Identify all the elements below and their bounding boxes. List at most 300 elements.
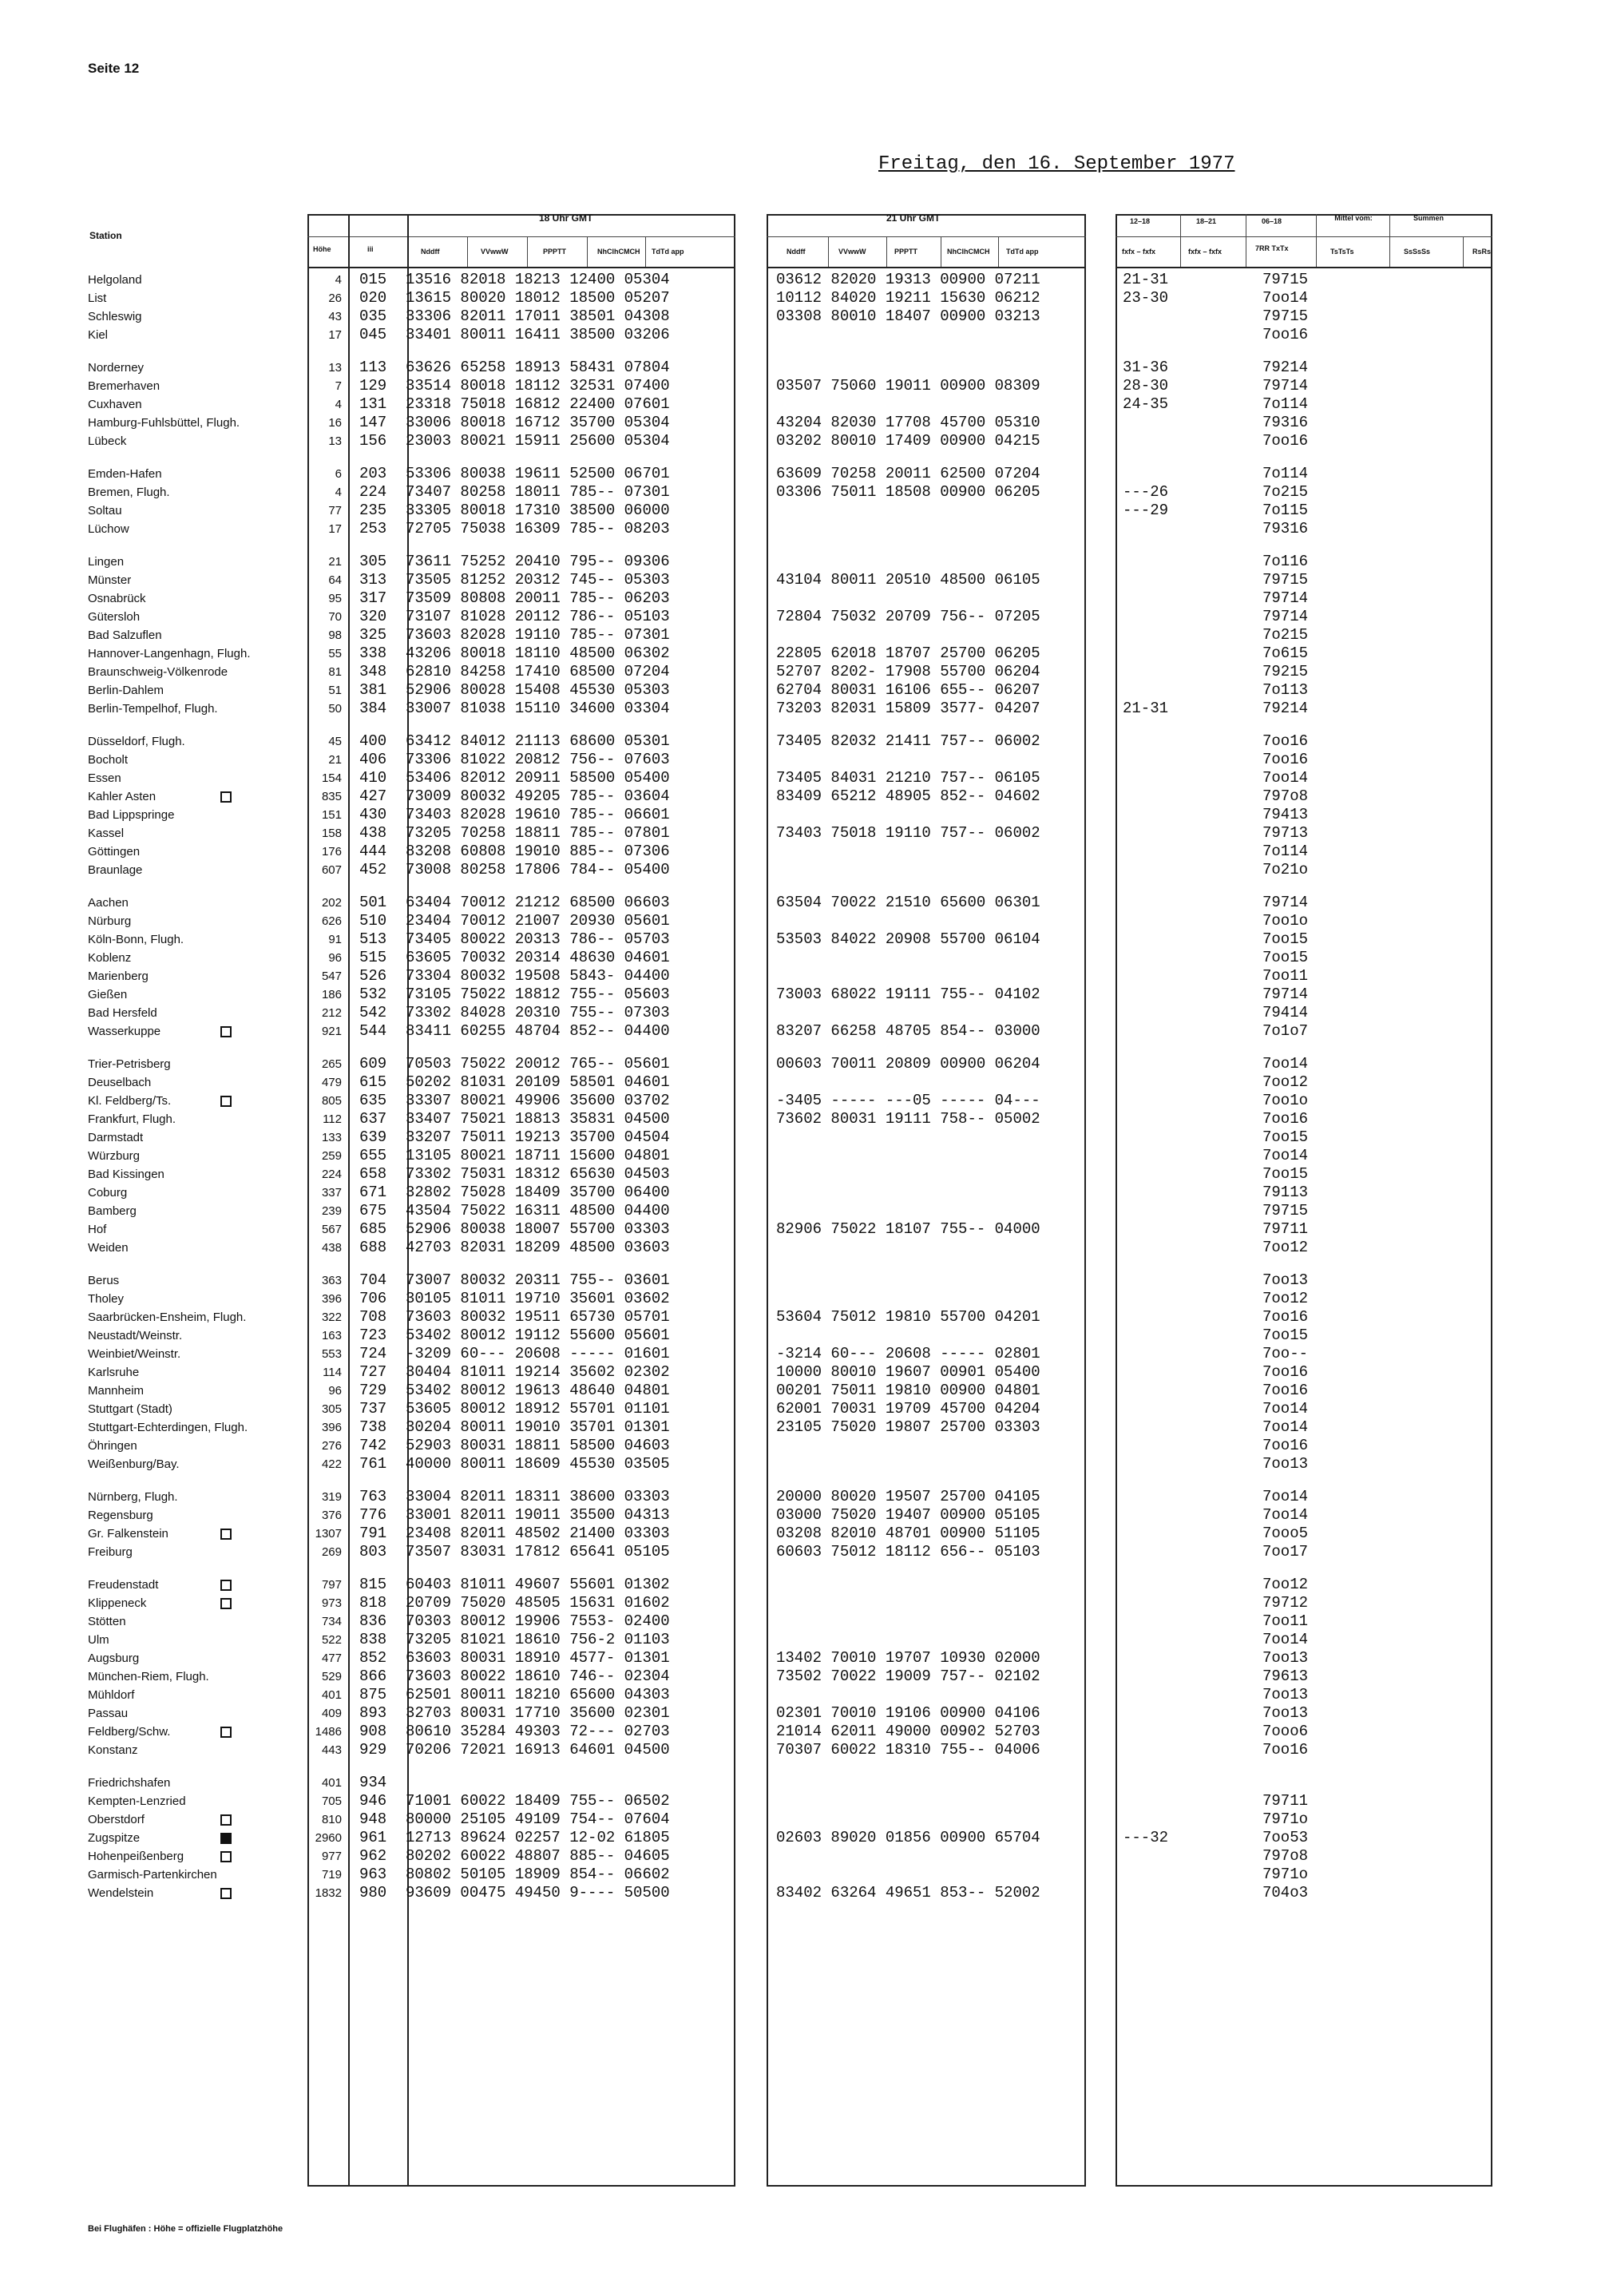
wind-gust-12-18: 23-30: [1123, 289, 1169, 307]
table-row: [86, 359, 1492, 377]
station-height: 401: [321, 1776, 342, 1790]
station-name: Öhringen: [88, 1439, 137, 1453]
station-id: 635: [359, 1092, 387, 1109]
station-height: 607: [321, 863, 342, 877]
daily-mean: 7oo16: [1262, 751, 1309, 768]
table-row: [86, 1667, 1492, 1686]
table-row: [86, 1594, 1492, 1612]
station-id: 430: [359, 806, 387, 823]
station-height: 96: [328, 951, 342, 965]
obs-18-gmt: 23003 80021 15911 25600 05304: [406, 432, 670, 450]
station-id: 962: [359, 1847, 387, 1865]
table-row: [86, 1774, 1492, 1792]
table-row: [86, 465, 1492, 483]
station-name: Bremen, Flugh.: [88, 486, 170, 499]
station-name: Darmstadt: [88, 1131, 144, 1144]
wind-gust-12-18: ---26: [1123, 483, 1169, 501]
obs-18-gmt: 73405 80022 20313 786-- 05703: [406, 930, 670, 948]
station-id: 156: [359, 432, 387, 450]
station-name: Deuselbach: [88, 1076, 152, 1089]
daily-mean: 79715: [1262, 307, 1309, 325]
table-row: [86, 1073, 1492, 1092]
mountain-station-box-icon: [220, 1096, 232, 1111]
station-name: Würzburg: [88, 1149, 141, 1163]
daily-mean: 7oo14: [1262, 1400, 1309, 1418]
obs-21-gmt: -3405 ----- ---05 ----- 04---: [776, 1092, 1040, 1109]
daily-mean: 7oo13: [1262, 1704, 1309, 1722]
nddff-18-header: Nddff: [421, 248, 440, 256]
station-id: 815: [359, 1576, 387, 1593]
obs-18-gmt: 83208 60808 19010 885-- 07306: [406, 843, 670, 860]
station-id: 444: [359, 843, 387, 860]
obs-18-gmt: 70503 75022 20012 765-- 05601: [406, 1055, 670, 1073]
station-height: 202: [321, 896, 342, 910]
daily-mean: 7oo15: [1262, 1326, 1309, 1344]
station-id: 526: [359, 967, 387, 985]
table-row: [86, 571, 1492, 589]
station-height: 50: [328, 702, 342, 716]
obs-21-gmt: 10000 80010 19607 00901 05400: [776, 1363, 1040, 1381]
obs-18-gmt: 40000 80011 18609 45530 03505: [406, 1455, 670, 1473]
obs-21-gmt: 60603 75012 18112 656-- 05103: [776, 1543, 1040, 1560]
daily-mean: 7oo17: [1262, 1543, 1309, 1560]
station-id: 348: [359, 663, 387, 680]
daily-mean: 7ooo6: [1262, 1723, 1309, 1740]
station-name: Berlin-Dahlem: [88, 684, 164, 697]
station-name: Aachen: [88, 896, 129, 910]
station-height: 522: [321, 1633, 342, 1647]
station-height: 16: [328, 416, 342, 430]
mountain-station-box-icon: [220, 1888, 232, 1903]
table-row: [86, 589, 1492, 608]
obs-21-gmt: 43104 80011 20510 48500 06105: [776, 571, 1040, 589]
table-row: [86, 894, 1492, 912]
station-id: 609: [359, 1055, 387, 1073]
table-row: [86, 843, 1492, 861]
table-row: [86, 483, 1492, 502]
daily-mean: 7oo12: [1262, 1576, 1309, 1593]
station-id: 325: [359, 626, 387, 644]
obs-18-gmt: 63605 70032 20314 48630 04601: [406, 949, 670, 966]
station-id: 501: [359, 894, 387, 911]
table-row: [86, 1884, 1492, 1902]
station-id: 934: [359, 1774, 387, 1791]
station-height: 114: [323, 1366, 342, 1379]
daily-mean: 7oo16: [1262, 1110, 1309, 1128]
station-height: 977: [321, 1850, 342, 1863]
daily-mean: 7oo16: [1262, 1363, 1309, 1381]
obs-21-gmt: 72804 75032 20709 756-- 07205: [776, 608, 1040, 625]
obs-18-gmt: 63626 65258 18913 58431 07804: [406, 359, 670, 376]
daily-mean: 7oo15: [1262, 930, 1309, 948]
obs-18-gmt: 43206 80018 18110 48500 06302: [406, 644, 670, 662]
daily-mean: 7oo1o: [1262, 912, 1309, 930]
obs-18-gmt: 32703 80031 17710 35600 02301: [406, 1704, 670, 1722]
table-row: [86, 1576, 1492, 1594]
station-height: 422: [321, 1457, 342, 1471]
station-id: 963: [359, 1866, 387, 1883]
obs-18-gmt: 23408 82011 48502 21400 03303: [406, 1525, 670, 1542]
obs-18-gmt: 33001 82011 19011 35500 04313: [406, 1506, 670, 1524]
obs-18-gmt: 72705 75038 16309 785-- 08203: [406, 520, 670, 537]
obs-18-gmt: 73507 83031 17812 65641 05105: [406, 1543, 670, 1560]
station-name: Norderney: [88, 361, 145, 375]
daily-mean: 79316: [1262, 520, 1309, 537]
station-id: 131: [359, 395, 387, 413]
station-name: Bad Kissingen: [88, 1168, 164, 1181]
daily-mean: 7oo14: [1262, 289, 1309, 307]
station-header: Station: [89, 230, 122, 241]
station-name: Braunschweig-Völkenrode: [88, 665, 228, 679]
daily-mean: 79711: [1262, 1792, 1309, 1810]
tdtd-18-header: TdTd app: [652, 248, 684, 256]
table-row: [86, 1308, 1492, 1326]
table-row: [86, 912, 1492, 930]
station-height: 96: [328, 1384, 342, 1398]
station-height: 553: [321, 1347, 342, 1361]
station-name: München-Riem, Flugh.: [88, 1670, 209, 1683]
station-height: 305: [321, 1402, 342, 1416]
table-row: [86, 1092, 1492, 1110]
daily-mean: 7o114: [1262, 465, 1309, 482]
obs-18-gmt: 63603 80031 18910 4577- 01301: [406, 1649, 670, 1667]
c0618-sub-header: 7RR TxTx: [1255, 244, 1289, 252]
station-height: 98: [328, 629, 342, 642]
station-height: 64: [328, 573, 342, 587]
wind-gust-12-18: ---29: [1123, 502, 1169, 519]
daily-mean: 7o215: [1262, 626, 1309, 644]
station-id: 045: [359, 326, 387, 343]
station-height: 4: [335, 273, 342, 287]
daily-mean: 79715: [1262, 571, 1309, 589]
station-name: Helgoland: [88, 273, 142, 287]
station-height: 45: [328, 735, 342, 748]
station-id: 818: [359, 1594, 387, 1612]
obs-21-gmt: 73405 82032 21411 757-- 06002: [776, 732, 1040, 750]
daily-mean: 7oo11: [1262, 967, 1309, 985]
station-id: 400: [359, 732, 387, 750]
station-id: 015: [359, 271, 387, 288]
station-name: Nürburg: [88, 914, 132, 928]
obs-18-gmt: 53402 80012 19112 55600 05601: [406, 1326, 670, 1344]
daily-mean: 7o215: [1262, 483, 1309, 501]
group-21-header: 21 Uhr GMT: [886, 212, 941, 224]
daily-mean: 79714: [1262, 589, 1309, 607]
hoehe-header: Höhe: [313, 245, 331, 253]
table-row: [86, 1055, 1492, 1073]
table-row: [86, 271, 1492, 289]
table-row: [86, 520, 1492, 538]
daily-mean: 7971o: [1262, 1810, 1309, 1828]
daily-mean: 7oo13: [1262, 1649, 1309, 1667]
station-height: 55: [328, 647, 342, 660]
vvwww-21-header: VVwwW: [838, 248, 866, 256]
station-name: Münster: [88, 573, 132, 587]
station-name: Hannover-Langenhagn, Flugh.: [88, 647, 251, 660]
station-name: Friedrichshafen: [88, 1776, 171, 1790]
daily-mean: 7o113: [1262, 681, 1309, 699]
table-row: [86, 1723, 1492, 1741]
table-row: [86, 1437, 1492, 1455]
station-id: 510: [359, 912, 387, 930]
table-row: [86, 663, 1492, 681]
obs-21-gmt: 20000 80020 19507 25700 04105: [776, 1488, 1040, 1505]
station-name: Hof: [88, 1223, 107, 1236]
mountain-station-box-icon: [220, 1814, 232, 1830]
station-id: 035: [359, 307, 387, 325]
obs-18-gmt: 73007 80032 20311 755-- 03601: [406, 1271, 670, 1289]
mountain-station-box-icon: [220, 1598, 232, 1613]
table-row: [86, 806, 1492, 824]
station-name: Lübeck: [88, 434, 127, 448]
daily-mean: 7oo16: [1262, 432, 1309, 450]
station-id: 532: [359, 985, 387, 1003]
obs-18-gmt: 30105 81011 19710 35601 03602: [406, 1290, 670, 1307]
daily-mean: 7oo14: [1262, 1418, 1309, 1436]
station-name: Trier-Petrisberg: [88, 1057, 171, 1071]
vvwww-18-header: VVwwW: [481, 248, 509, 256]
wind-gust-12-18: 21-31: [1123, 271, 1169, 288]
station-height: 112: [323, 1112, 342, 1126]
obs-21-gmt: 82906 75022 18107 755-- 04000: [776, 1220, 1040, 1238]
station-name: Bad Hersfeld: [88, 1006, 157, 1020]
daily-mean: 79711: [1262, 1220, 1309, 1238]
station-name: Göttingen: [88, 845, 141, 859]
table-row: [86, 1741, 1492, 1759]
obs-18-gmt: 80000 25105 49109 754-- 07604: [406, 1810, 670, 1828]
station-id: 381: [359, 681, 387, 699]
obs-18-gmt: 52903 80031 18811 58500 04603: [406, 1437, 670, 1454]
obs-18-gmt: -3209 60--- 20608 ----- 01601: [406, 1345, 670, 1362]
nhcl-21-header: NhClhCMCH: [947, 248, 990, 256]
station-name: Augsburg: [88, 1652, 140, 1665]
table-row: [86, 502, 1492, 520]
summen-sub1-header: SsSsSs: [1404, 248, 1431, 256]
station-id: 338: [359, 644, 387, 662]
obs-18-gmt: 33514 80018 18112 32531 07400: [406, 377, 670, 395]
wind-gust-12-18: 28-30: [1123, 377, 1169, 395]
station-name: Schleswig: [88, 310, 142, 323]
station-height: 1486: [315, 1725, 342, 1739]
station-name: Oberstdorf: [88, 1813, 145, 1826]
table-row: [86, 1184, 1492, 1202]
station-height: 265: [321, 1057, 342, 1071]
station-name: Stuttgart-Echterdingen, Flugh.: [88, 1421, 248, 1434]
obs-21-gmt: 00201 75011 19810 00900 04801: [776, 1382, 1040, 1399]
station-id: 948: [359, 1810, 387, 1828]
obs-18-gmt: 63404 70012 21212 68500 06603: [406, 894, 670, 911]
daily-mean: 7oo14: [1262, 1147, 1309, 1164]
mountain-station-box-icon: [220, 791, 232, 807]
table-row: [86, 967, 1492, 985]
table-row: [86, 608, 1492, 626]
daily-mean: 7oo12: [1262, 1239, 1309, 1256]
obs-21-gmt: 13402 70010 19707 10930 02000: [776, 1649, 1040, 1667]
c1218-sub-header: fxfx – fxfx: [1122, 248, 1156, 256]
table-row: [86, 553, 1492, 571]
daily-mean: 7oo12: [1262, 1073, 1309, 1091]
station-name: Garmisch-Partenkirchen: [88, 1868, 217, 1882]
mountain-station-box-icon: [220, 1529, 232, 1544]
daily-mean: 7oo14: [1262, 769, 1309, 787]
obs-21-gmt: 23105 75020 19807 25700 03303: [776, 1418, 1040, 1436]
station-id: 946: [359, 1792, 387, 1810]
station-id: 875: [359, 1686, 387, 1703]
daily-mean: 79214: [1262, 700, 1309, 717]
station-height: 396: [321, 1292, 342, 1306]
daily-mean: 7o21o: [1262, 861, 1309, 878]
station-id: 515: [359, 949, 387, 966]
obs-18-gmt: 80610 35284 49303 72--- 02703: [406, 1723, 670, 1740]
table-row: [86, 1022, 1492, 1041]
obs-18-gmt: 32802 75028 18409 35700 06400: [406, 1184, 670, 1201]
station-height: 835: [321, 790, 342, 803]
station-id: 776: [359, 1506, 387, 1524]
obs-18-gmt: 42703 82031 18209 48500 03603: [406, 1239, 670, 1256]
station-name: Koblenz: [88, 951, 132, 965]
station-height: 13: [328, 361, 342, 375]
table-row: [86, 377, 1492, 395]
obs-21-gmt: 73003 68022 19111 755-- 04102: [776, 985, 1040, 1003]
table-row: [86, 1271, 1492, 1290]
station-height: 133: [321, 1131, 342, 1144]
obs-21-gmt: 53503 84022 20908 55700 06104: [776, 930, 1040, 948]
c1218-header: 12–18: [1130, 217, 1151, 225]
daily-mean: 79113: [1262, 1184, 1309, 1201]
table-row: [86, 1004, 1492, 1022]
station-id: 727: [359, 1363, 387, 1381]
table-row: [86, 700, 1492, 718]
daily-mean: 7oo11: [1262, 1612, 1309, 1630]
table-row: [86, 1147, 1492, 1165]
station-height: 477: [321, 1652, 342, 1665]
station-name: Gießen: [88, 988, 128, 1001]
obs-18-gmt: 33007 81038 15110 34600 03304: [406, 700, 670, 717]
station-name: Gütersloh: [88, 610, 141, 624]
obs-18-gmt: 12713 89624 02257 12-02 61805: [406, 1829, 670, 1846]
obs-18-gmt: 52906 80028 15408 45530 05303: [406, 681, 670, 699]
station-name: Braunlage: [88, 863, 143, 877]
station-height: 26: [328, 291, 342, 305]
obs-18-gmt: 62810 84258 17410 68500 07204: [406, 663, 670, 680]
obs-21-gmt: 21014 62011 49000 00902 52703: [776, 1723, 1040, 1740]
station-name: Kahler Asten: [88, 790, 157, 803]
station-id: 791: [359, 1525, 387, 1542]
station-name: Bad Salzuflen: [88, 629, 162, 642]
station-height: 4: [335, 486, 342, 499]
station-height: 21: [328, 753, 342, 767]
station-name: Zugspitze: [88, 1831, 141, 1845]
station-id: 724: [359, 1345, 387, 1362]
ppptt-18-header: PPPTT: [543, 248, 567, 256]
table-row: [86, 1345, 1492, 1363]
station-id: 838: [359, 1631, 387, 1648]
table-row: [86, 1810, 1492, 1829]
table-row: [86, 1704, 1492, 1723]
table-row: [86, 626, 1492, 644]
station-height: 438: [321, 1241, 342, 1255]
table-row: [86, 1525, 1492, 1543]
daily-mean: 7o115: [1262, 502, 1309, 519]
station-name: Mannheim: [88, 1384, 145, 1398]
station-name: Lingen: [88, 555, 125, 569]
station-id: 961: [359, 1829, 387, 1846]
obs-18-gmt: 43504 75022 16311 48500 04400: [406, 1202, 670, 1219]
table-row: [86, 824, 1492, 843]
station-height: 224: [321, 1168, 342, 1181]
obs-18-gmt: 73009 80032 49205 785-- 03604: [406, 787, 670, 805]
table-row: [86, 1792, 1492, 1810]
daily-mean: 7ooo5: [1262, 1525, 1309, 1542]
station-name: Marienberg: [88, 970, 149, 983]
station-id: 980: [359, 1884, 387, 1901]
nddff-21-header: Nddff: [787, 248, 806, 256]
table-row: [86, 1612, 1492, 1631]
station-id: 305: [359, 553, 387, 570]
station-height: 376: [321, 1509, 342, 1522]
station-height: 396: [321, 1421, 342, 1434]
obs-18-gmt: 33306 82011 17011 38501 04308: [406, 307, 670, 325]
station-id: 655: [359, 1147, 387, 1164]
obs-18-gmt: 53306 80038 19611 52500 06701: [406, 465, 670, 482]
station-height: 259: [321, 1149, 342, 1163]
station-name: Freudenstadt: [88, 1578, 159, 1592]
obs-21-gmt: 83402 63264 49651 853-- 52002: [776, 1884, 1040, 1901]
obs-21-gmt: 83409 65212 48905 852-- 04602: [776, 787, 1040, 805]
obs-18-gmt: 62501 80011 18210 65600 04303: [406, 1686, 670, 1703]
station-height: 77: [328, 504, 342, 517]
obs-18-gmt: 53402 80012 19613 48640 04801: [406, 1382, 670, 1399]
daily-mean: 79713: [1262, 824, 1309, 842]
page-label: Seite 12: [88, 61, 140, 76]
station-name: Bad Lippspringe: [88, 808, 175, 822]
table-row: [86, 681, 1492, 700]
table-row: [86, 1506, 1492, 1525]
station-id: 658: [359, 1165, 387, 1183]
obs-21-gmt: 10112 84020 19211 15630 06212: [776, 289, 1040, 307]
obs-18-gmt: 53406 82012 20911 58500 05400: [406, 769, 670, 787]
c1821-header: 18–21: [1196, 217, 1217, 225]
daily-mean: 79413: [1262, 806, 1309, 823]
station-name: Tholey: [88, 1292, 125, 1306]
station-id: 803: [359, 1543, 387, 1560]
obs-18-gmt: 73105 75022 18812 755-- 05603: [406, 985, 670, 1003]
obs-21-gmt: 03308 80010 18407 00900 03213: [776, 307, 1040, 325]
obs-21-gmt: 83207 66258 48705 854-- 03000: [776, 1022, 1040, 1040]
mountain-station-box-icon: [220, 1580, 232, 1595]
station-height: 2960: [315, 1831, 342, 1845]
station-height: 163: [321, 1329, 342, 1342]
obs-18-gmt: 20709 75020 48505 15631 01602: [406, 1594, 670, 1612]
station-id: 203: [359, 465, 387, 482]
station-height: 921: [321, 1025, 342, 1038]
daily-mean: 797o8: [1262, 787, 1309, 805]
station-name: Weinbiet/Weinstr.: [88, 1347, 181, 1361]
daily-mean: 7oo12: [1262, 1290, 1309, 1307]
station-height: 70: [328, 610, 342, 624]
station-id: 836: [359, 1612, 387, 1630]
obs-21-gmt: 02603 89020 01856 00900 65704: [776, 1829, 1040, 1846]
station-id: 637: [359, 1110, 387, 1128]
station-id: 761: [359, 1455, 387, 1473]
station-name: Wendelstein: [88, 1886, 154, 1900]
obs-21-gmt: 52707 8202- 17908 55700 06204: [776, 663, 1040, 680]
obs-18-gmt: 23404 70012 21007 20930 05601: [406, 912, 670, 930]
station-id: 313: [359, 571, 387, 589]
table-row: [86, 1631, 1492, 1649]
ppptt-21-header: PPPTT: [894, 248, 918, 256]
daily-mean: 7oo13: [1262, 1271, 1309, 1289]
